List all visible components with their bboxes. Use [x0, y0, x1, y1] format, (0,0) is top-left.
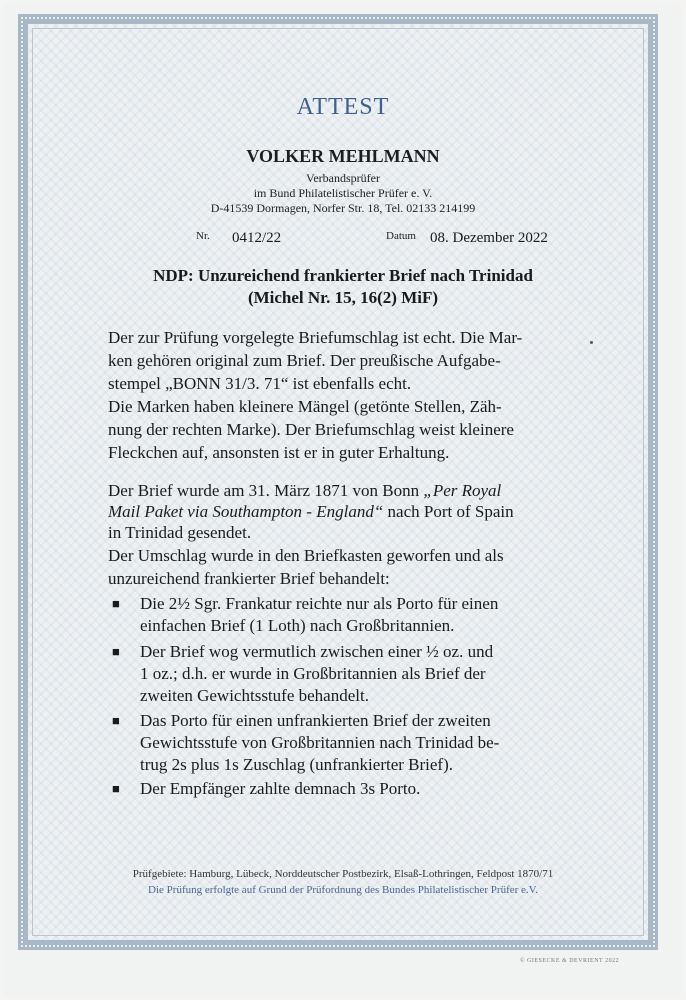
- paragraph-2-line-4: Der Umschlag wurde in den Briefkasten geworfen und als: [108, 546, 504, 565]
- bullet-1-line: Die 2½ Sgr. Frankatur reichte nur als Porto für einen: [140, 594, 499, 613]
- paragraph-2-line-3: in Trinidad gesendet.: [108, 523, 252, 542]
- paragraph-2-text: nach Port of Spain: [383, 502, 514, 521]
- route-note: Mail Paket via Southampton - England“: [108, 502, 384, 521]
- nr-label: Nr.: [196, 230, 210, 242]
- paragraph-1-line: nung der rechten Marke). Der Briefumschlag weist kleinere: [108, 420, 514, 439]
- ink-dot: [590, 341, 593, 344]
- subject-line-1: NDP: Unzureichend frankierter Brief nach Trinidad: [153, 266, 533, 285]
- certificate-date: 08. Dezember 2022: [430, 230, 548, 246]
- bullet-3-line: trug 2s plus 1s Zuschlag (unfrankierter Brief).: [140, 755, 453, 774]
- bullet-3-line: Das Porto für einen unfrankierten Brief der zweiten: [140, 711, 491, 730]
- bullet-marker: ■: [112, 596, 120, 611]
- paragraph-1-line: stempel „BONN 31/3. 71“ ist ebenfalls echt.: [108, 374, 412, 393]
- certificate-title: ATTEST: [296, 94, 390, 120]
- paragraph-1-line: Fleckchen auf, ansonsten ist er in guter Erhaltung.: [108, 443, 450, 462]
- footer-test-areas: Prüfgebiete: Hamburg, Lübeck, Norddeutscher Postbezirk, Elsaß-Lothringen, Feldpost 1870/71: [132, 868, 554, 880]
- date-label: Datum: [386, 230, 416, 242]
- bullet-marker: ■: [112, 781, 120, 796]
- paragraph-1-line: Die Marken haben kleinere Mängel (getönte Stellen, Zäh-: [108, 397, 502, 416]
- subject-line-2: (Michel Nr. 15, 16(2) MiF): [247, 288, 439, 307]
- bullet-2-line: zweiten Gewichtsstufe behandelt.: [140, 686, 369, 705]
- paragraph-2-line-2: [108, 502, 514, 522]
- bullet-marker: ■: [112, 713, 120, 728]
- paragraph-1-line: Der zur Prüfung vorgelegte Briefumschlag ist echt. Die Mar-: [108, 328, 523, 347]
- bullet-marker: ■: [112, 644, 120, 659]
- bullet-2-line: 1 oz.; d.h. er wurde in Großbritannien als Brief der: [140, 664, 486, 683]
- bullet-3-line: Gewichtsstufe von Großbritannien nach Trinidad be-: [140, 733, 500, 752]
- footer-regulation: Die Prüfung erfolgte auf Grund der Prüfordnung des Bundes Philatelistischer Prüfer e.V.: [148, 884, 538, 896]
- examiner-address: D-41539 Dormagen, Norfer Str. 18, Tel. 02133 214199: [210, 201, 476, 215]
- route-note: „Per Royal: [423, 481, 502, 500]
- examiner-role: Verbandsprüfer: [306, 171, 380, 185]
- paragraph-2-line-5: unzureichend frankierter Brief behandelt:: [108, 569, 390, 588]
- bullet-4-line: Der Empfänger zahlte demnach 3s Porto.: [140, 779, 421, 798]
- paragraph-1-line: ken gehören original zum Brief. Der preußische Aufgabe-: [108, 351, 501, 370]
- paper-manufacturer-mark: © GIESECKE & DEVRIENT 2022: [520, 958, 620, 964]
- bullet-2-line: Der Brief wog vermutlich zwischen einer ½ oz. und: [140, 642, 494, 661]
- certificate-number: 0412/22: [232, 230, 282, 246]
- examiner-name: VOLKER MEHLMANN: [246, 146, 440, 166]
- paragraph-2-text: Der Brief wurde am 31. März 1871 von Bonn: [108, 481, 424, 500]
- paragraph-2-line-1: [108, 481, 501, 501]
- bullet-1-line: einfachen Brief (1 Loth) nach Großbritannien.: [140, 616, 455, 635]
- examiner-association: im Bund Philatelistischer Prüfer e. V.: [253, 186, 433, 200]
